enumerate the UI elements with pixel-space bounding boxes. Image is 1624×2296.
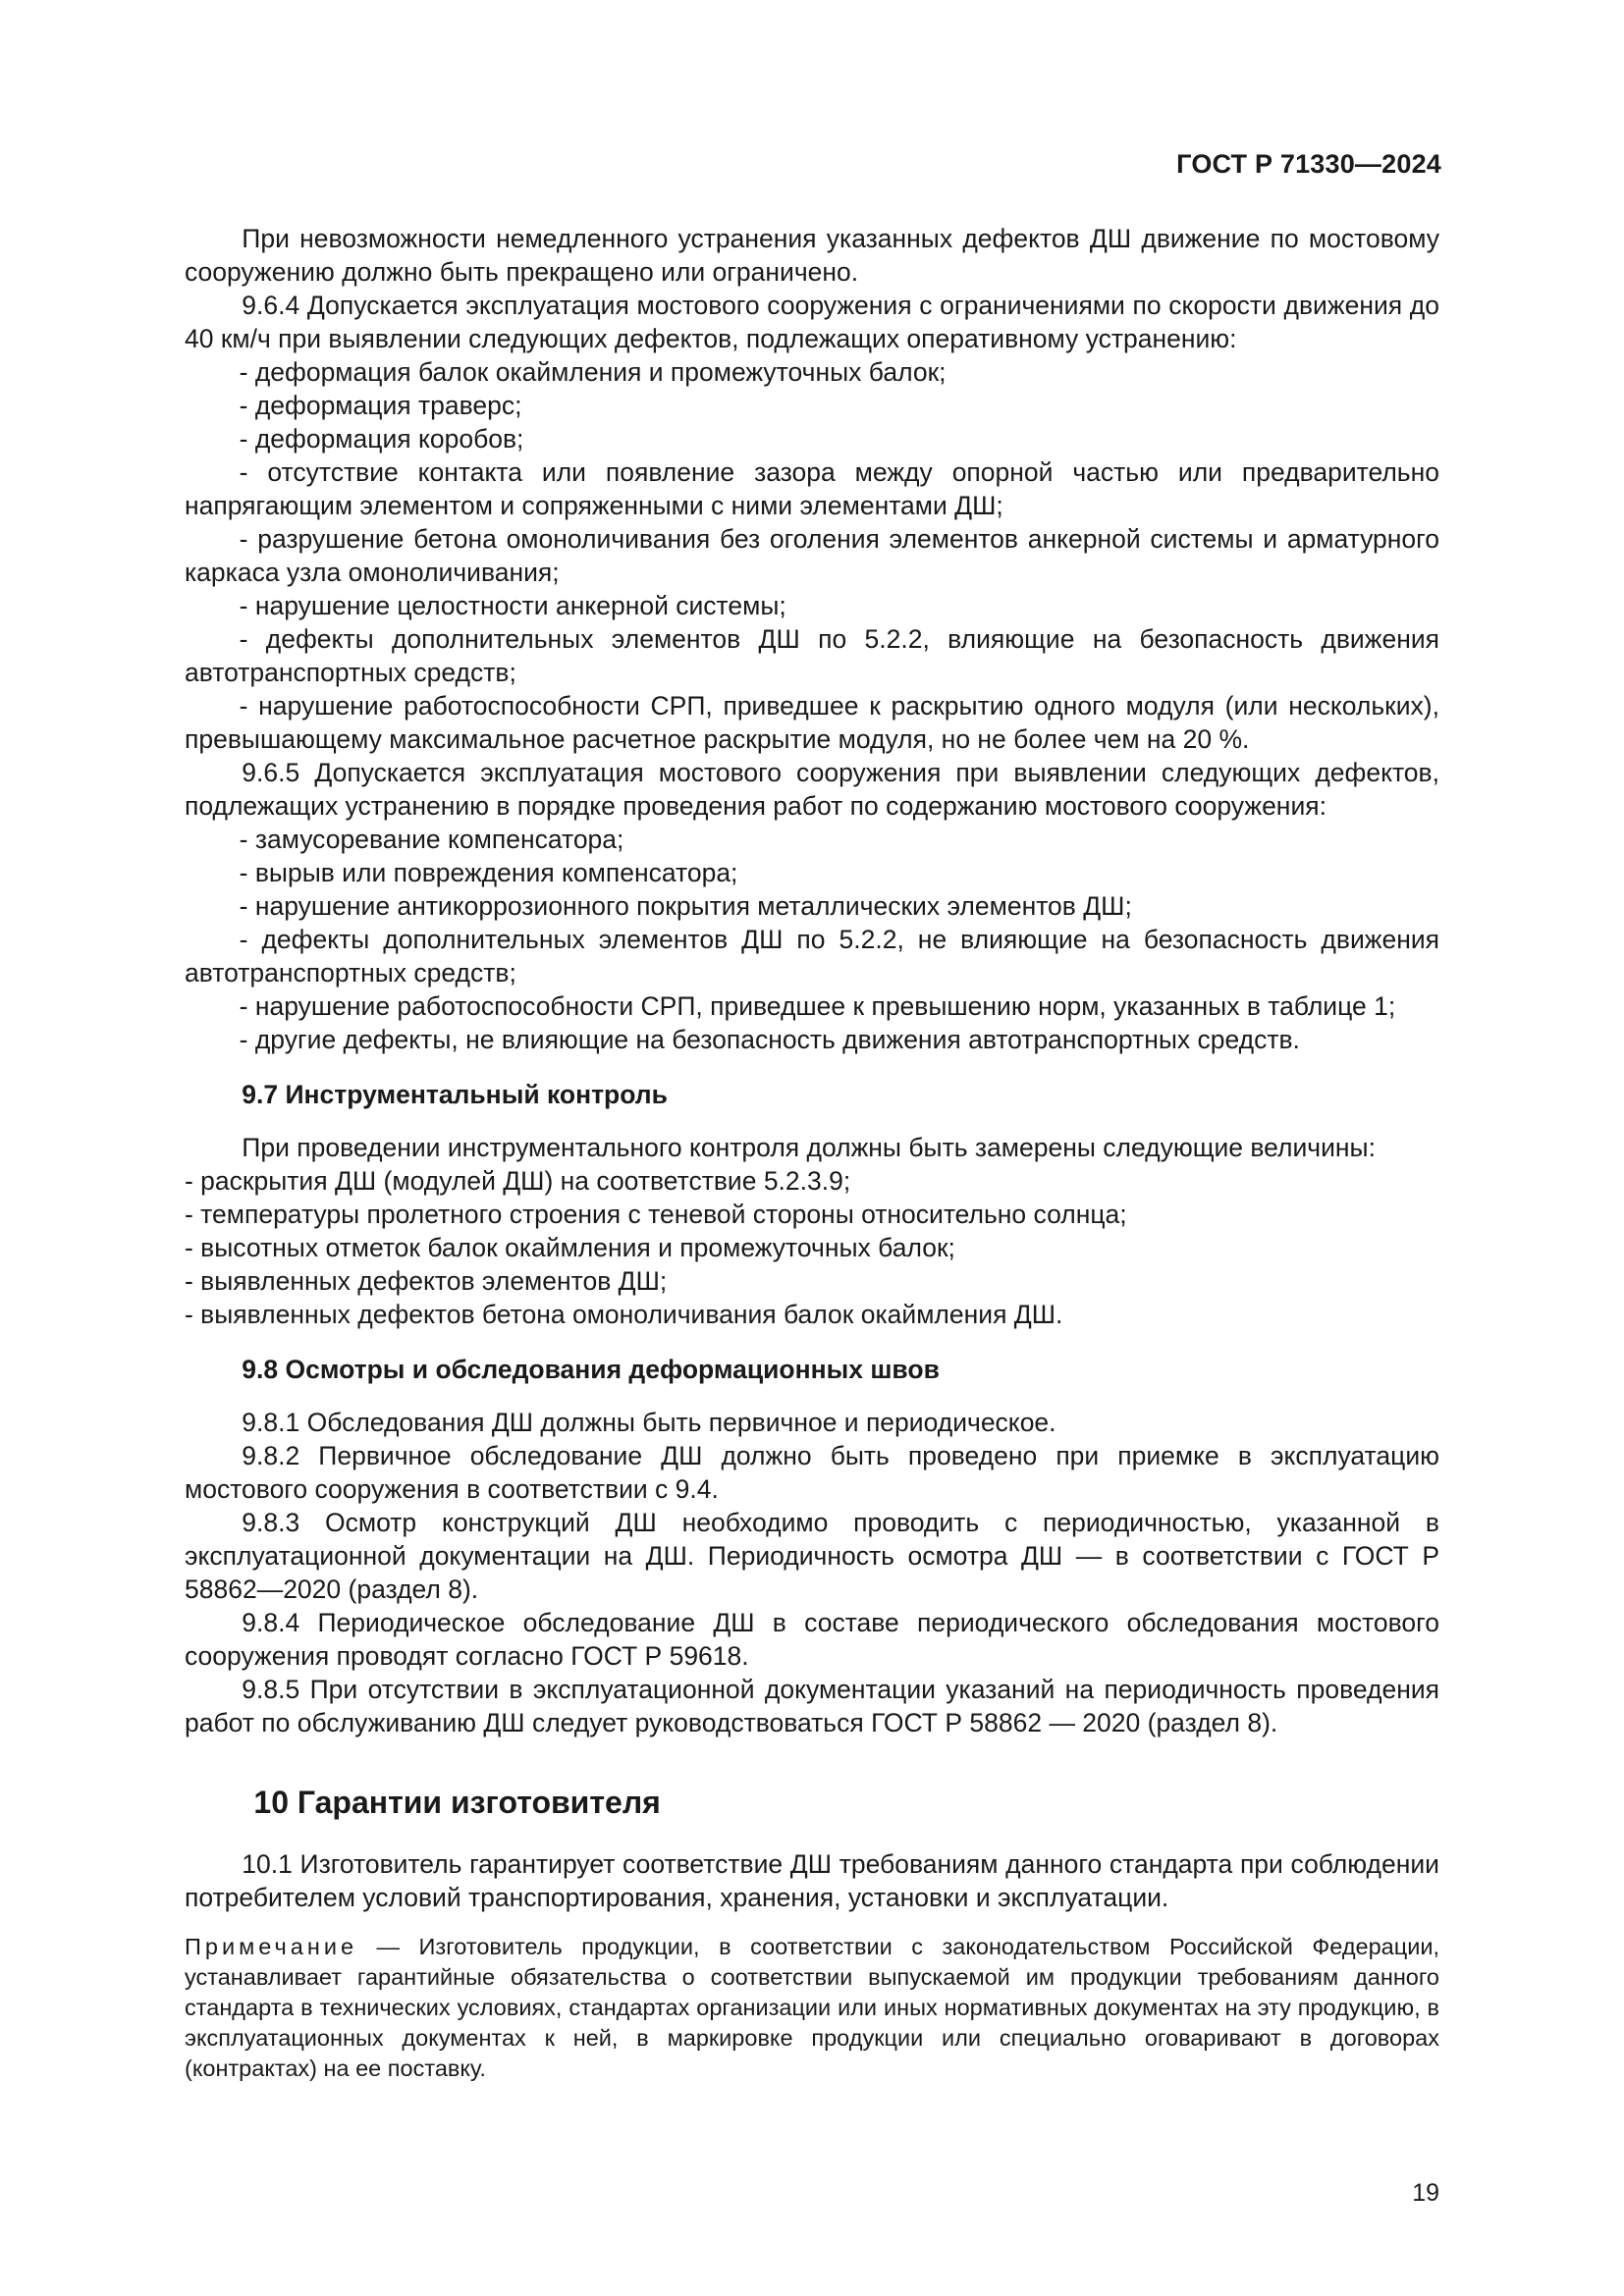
section-heading: 9.7 Инструментальный контроль — [242, 1080, 668, 1109]
list-item: - вырыв или повреждения компенсатора; — [239, 858, 738, 887]
list-item: - нарушение антикоррозионного покрытия металлических элементов ДШ; — [239, 891, 1132, 921]
list-item: - высотных отметок балок окаймления и промежуточных балок; — [185, 1233, 955, 1262]
list-item: - деформация коробов; — [239, 424, 524, 454]
list-item: - выявленных дефектов элементов ДШ; — [185, 1266, 668, 1296]
list-item: - нарушение работоспособности СРП, приведшее к раскрытию одного модуля (или нескольких), превышающему максимальное расчетное раскрытие модуля, но не более чем на 20 %. — [185, 691, 1439, 754]
list-item: - отсутствие контакта или появление зазора между опорной частью или предварительно напрягающим элементом и сопряженными с ними элементами ДШ; — [185, 457, 1439, 520]
note — [185, 1932, 1439, 2084]
note-label: Примечание — [185, 1934, 358, 1959]
page-number: 19 — [1412, 2179, 1439, 2207]
list-item: - разрушение бетона омоноличивания без оголения элементов анкерной системы и арматурного каркаса узла омоноличивания; — [185, 524, 1439, 587]
chapter-heading: 10 Гарантии изготовителя — [253, 1785, 661, 1820]
paragraph: 10.1 Изготовитель гарантирует соответствие ДШ требованиям данного стандарта при соблюдении потребителем условий транспортирования, хранения, установки и эксплуатации. — [185, 1849, 1439, 1912]
list-item: - деформация траверс; — [239, 391, 522, 420]
list-item: - выявленных дефектов бетона омоноличивания балок окаймления ДШ. — [185, 1300, 1063, 1329]
paragraph: При проведении инструментального контроля должны быть замерены следующие величины: — [242, 1133, 1376, 1162]
section-heading: 9.8 Осмотры и обследования деформационных швов — [242, 1355, 940, 1384]
document-id: ГОСТ Р 71330—2024 — [1176, 149, 1441, 179]
document-body — [185, 222, 1439, 2084]
paragraph: 9.8.1 Обследования ДШ должны быть первичное и периодическое. — [242, 1408, 1056, 1437]
paragraph: 9.6.5 Допускается эксплуатация мостового сооружения при выявлении следующих дефектов, подлежащих устранению в порядке проведения работ по содержанию мостового сооружения: — [185, 758, 1439, 821]
list-item: - нарушение целостности анкерной системы; — [239, 591, 786, 620]
note-text: — Изготовитель продукции, в соответствии с законодательством Российской Федерации, устанавливает гарантийные обязательства о соответствии выпускаемой им продукции требованиям данного стандарта в технических условиях, стандартах организации или иных нормативных документах на эту продукцию, в эксплуатационных документах к ней, в маркировке продукции или специально оговаривают в договорах (контрактах) на ее поставку. — [185, 1934, 1439, 2081]
list-item: - замусоревание компенсатора; — [239, 825, 624, 854]
paragraph: При невозможности немедленного устранения указанных дефектов ДШ движение по мостовому сооружению должно быть прекращено или ограничено. — [185, 224, 1439, 287]
list-item: - деформация балок окаймления и промежуточных балок; — [239, 357, 947, 387]
paragraph: 9.8.3 Осмотр конструкций ДШ необходимо проводить с периодичностью, указанной в эксплуатационной документации на ДШ. Периодичность осмотра ДШ — в соответствии с ГОСТ Р 58862—2020 (раздел 8). — [185, 1508, 1439, 1604]
list-item: - температуры пролетного строения с теневой стороны относительно солнца; — [185, 1200, 1127, 1229]
paragraph: 9.8.2 Первичное обследование ДШ должно быть проведено при приемке в эксплуатацию мостового сооружения в соответствии с 9.4. — [185, 1441, 1439, 1504]
list-item: - дефекты дополнительных элементов ДШ по 5.2.2, не влияющие на безопасность движения автотранспортных средств; — [185, 925, 1439, 988]
paragraph: 9.8.5 При отсутствии в эксплуатационной документации указаний на периодичность проведения работ по обслуживанию ДШ следует руководствоваться ГОСТ Р 58862 — 2020 (раздел 8). — [185, 1675, 1439, 1737]
list-item: - нарушение работоспособности СРП, приведшее к превышению норм, указанных в таблице 1; — [239, 991, 1396, 1021]
list-item: - дефекты дополнительных элементов ДШ по 5.2.2, влияющие на безопасность движения автотранспортных средств; — [185, 624, 1439, 687]
list-item: - раскрытия ДШ (модулей ДШ) на соответствие 5.2.3.9; — [185, 1166, 851, 1196]
list-item: - другие дефекты, не влияющие на безопасность движения автотранспортных средств. — [239, 1025, 1300, 1054]
paragraph: 9.6.4 Допускается эксплуатация мостового сооружения с ограничениями по скорости движения до 40 км/ч при выявлении следующих дефектов, подлежащих оперативному устранению: — [185, 291, 1439, 353]
paragraph: 9.8.4 Периодическое обследование ДШ в составе периодического обследования мостового сооружения проводят согласно ГОСТ Р 59618. — [185, 1608, 1439, 1671]
